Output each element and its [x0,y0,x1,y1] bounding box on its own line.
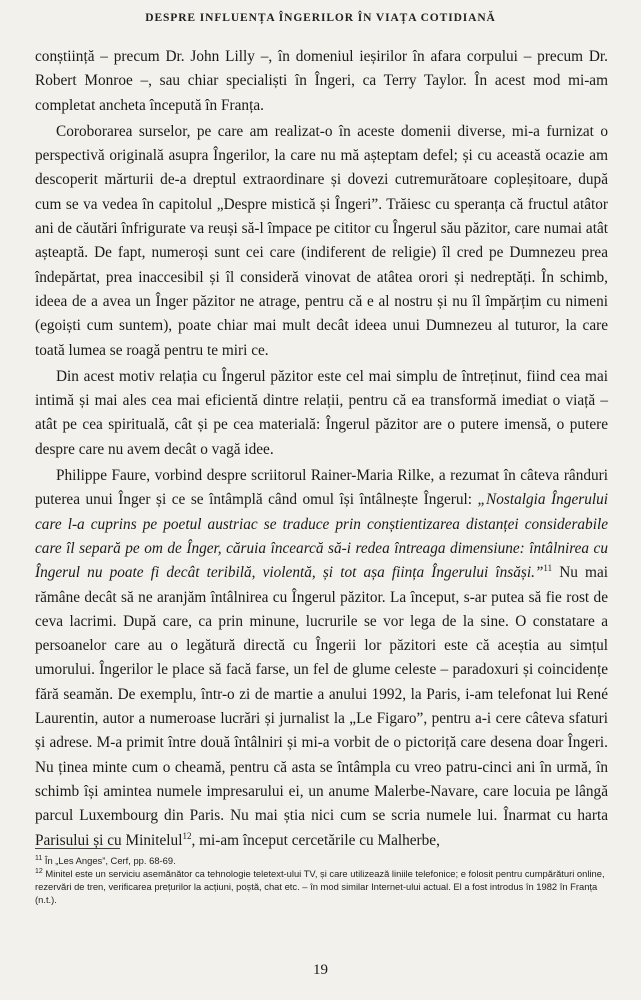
footnote-mark: 11 [35,854,43,862]
paragraph-quote [35,464,608,853]
footnote-reference: 11 [543,563,553,574]
paragraph-text: , mi-am început cercetările cu Malherbe, [191,831,440,849]
paragraph-text: Philippe Faure, vorbind despre scriitorul Rainer-Maria Rilke, a rezumat în câteva rânduri puterea unui Înger și ce se întâmplă când omul își întâlnește Îngerul: [35,467,608,509]
running-header: DESPRE INFLUENȚA ÎNGERILOR ÎN VIAȚA COTIDIANĂ [145,12,496,24]
page-number: 19 [313,962,328,978]
paragraph: Coroborarea surselor, pe care am realizat-o în aceste domenii diverse, mi-a furnizat o perspectivă originală asupra Îngerilor, la care nu mă așteptam defel; și cu această ocazie am descoperit mărturii de-a dreptul extraordinare și dovezi cutremurătoare copleșitoare, după cum se va vedea în capitolul „Despre mistică și Îngeri”. Trăiesc cu speranța că fructul atâtor ani de căutări înfrigurate va reuși să-l împace pe cititor cu Îngerul său păzitor, care numai atât așteaptă. De fapt, numeroși sunt cei care (indiferent de religie) îl cred pe Dumnezeu prea îndepărtat, prea inaccesibil și îl consideră vinovat de atâtea orori și nedreptăți. În schimb, ideea de a avea un Înger păzitor ne atrage, pentru că e al nostru și nu îl împărțim cu nimeni (egoiști cum suntem), poate chiar mai mult decât ideea unui Dumnezeu al tuturor, la care toată lumea se roagă pentru te miri ce. [35,122,608,359]
footnote-text: Minitel este un serviciu asemănător ca tehnologie teletext-ului TV, și care utilizează liniile telefonice; e folosit pentru cumpărături online, rezervări de tren, verificarea prețurilor la acțiuni, poștă, chat etc. – în mod similar Internet-ului actual. El a fost introdus în 1982 în Franța (n.t.). [35,868,605,905]
footnotes [35,848,608,906]
footnote [35,854,608,867]
rilke-quote: „Nostalgia Îngerului care l-a cuprins pe poetul austriac se traduce prin conștientizarea distanței considerabile care îl separă pe om de Înger, căruia încearcă să-i redea întreaga dimensiune: întâlnirea cu Îngerul nu poate fi decât teribilă, violentă, și tot așa ființa Îngerului însăși.” [35,491,609,582]
body-text [35,45,608,853]
footnote-reference: 12 [182,830,192,841]
footnote-divider [35,848,120,849]
footnote-mark: 12 [35,867,43,875]
paragraph-continuation: conștiință – precum Dr. John Lilly –, în domeniul ieșirilor în afara corpului – precum Dr. Robert Monroe –, sau chiar specialiști în Îngeri, ca Terry Taylor. În acest mod mi-am completat ancheta începută în Franța. [35,48,608,114]
paragraph: Din acest motiv relația cu Îngerul păzitor este cel mai simplu de întreținut, fiind cea mai intimă și mai ales cea mai eficientă dintre relații, pentru că ea transformă imediat o viață – atât pe cea spirituală, cât și pe cea materială: Îngerul păzitor are o putere imensă, o putere despre care nu avem decât o vagă idee. [35,367,608,458]
footnote [35,867,608,906]
paragraph-text: Nu mai rămâne decât să ne aranjăm întâlnirea cu Îngerul păzitor. La început, s-ar putea să fie rost de ceva lacrimi. După care, ca prin minune, lucrurile se vor lega de la sine. O constatare a persoanelor care au o legătură directă cu Îngerii lor păzitori este că aceștia au simțul umorului. Îngerilor le place să facă farse, un fel de glume celeste – paradoxuri și coincidențe fără seamăn. De exemplu, într-o zi de martie a anului 1992, la Paris, i-am telefonat lui René Laurentin, autor a numeroase lucrări și jurnalist la „Le Figaro”, pentru a-i cere câteva sfaturi și adrese. M-a primit între două întâlniri și mi-a vorbit de o pictoriță care desena doar Îngeri. Nu ținea minte cum o cheamă, pentru că asta se întâmpla cu vreo patru-cinci ani în urmă, în schimb își amintea numele impresarului ei, un anume Malerbe-Navare, care locuia pe lângă parcul Luxembourg din Paris. Nu mai știa nici cum se scria numele lui. Înarmat cu harta Parisului și cu Minitelul [35,564,608,849]
footnote-text: În „Les Anges”, Cerf, pp. 68-69. [42,855,176,866]
